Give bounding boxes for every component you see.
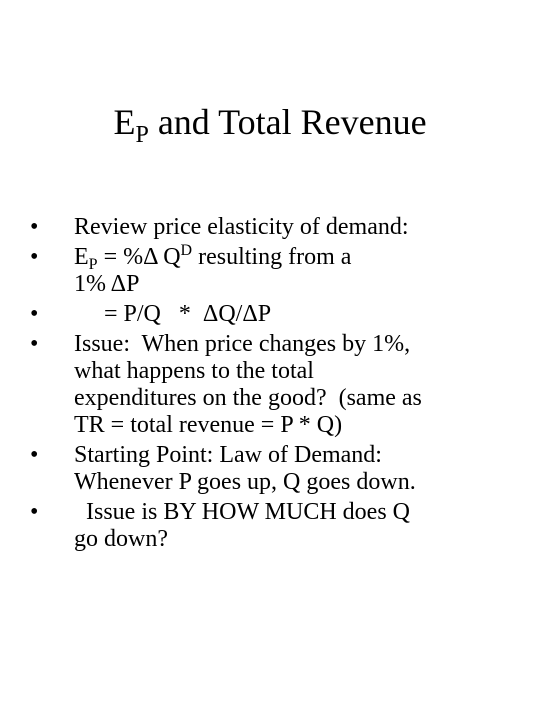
bullet-text-line: expenditures on the good? (same as	[74, 385, 422, 411]
bullet-text-line	[74, 244, 530, 271]
ep-symbol: E	[74, 244, 89, 270]
bullet-icon: •	[30, 301, 39, 327]
bullet-text-line: Starting Point: Law of Demand:	[74, 442, 382, 468]
slide-title	[0, 100, 540, 148]
bullet-text-line: what happens to the total	[74, 358, 314, 384]
qd-superscript: D	[180, 242, 193, 259]
bullet-text-line: TR = total revenue = P * Q)	[74, 412, 343, 438]
bullet-text-line: Issue: When price changes by 1%,	[74, 331, 411, 357]
bullet-item-starting-point	[30, 442, 530, 496]
bullet-icon: •	[30, 214, 39, 240]
bullet-text-line: 1% ΔP	[74, 271, 140, 297]
bullet-text-line: Whenever P goes up, Q goes down.	[74, 469, 416, 495]
title-rest: and Total Revenue	[148, 102, 427, 142]
bullet-text: Review price elasticity of demand:	[74, 214, 409, 240]
bullet-icon: •	[30, 499, 39, 525]
bullet-text-line: go down?	[74, 526, 168, 552]
title-main: E	[113, 102, 136, 142]
ep-mid: = %Δ Q	[97, 244, 181, 270]
bullet-icon: •	[30, 244, 39, 270]
formula-text: = P/Q * ΔQ/ΔP	[104, 301, 272, 327]
bullet-item-review	[30, 214, 530, 241]
ep-post: resulting from a	[192, 244, 352, 270]
bullet-text-line: Issue is BY HOW MUCH does Q	[74, 499, 410, 525]
bullet-item-ep-definition	[30, 244, 530, 298]
bullet-list	[30, 214, 530, 556]
title-subscript: P	[135, 122, 149, 148]
bullet-item-formula	[30, 301, 530, 328]
ep-subscript: P	[88, 256, 98, 273]
bullet-item-issue	[30, 331, 530, 439]
bullet-icon: •	[30, 442, 39, 468]
bullet-icon: •	[30, 331, 39, 357]
bullet-item-how-much	[30, 499, 530, 553]
